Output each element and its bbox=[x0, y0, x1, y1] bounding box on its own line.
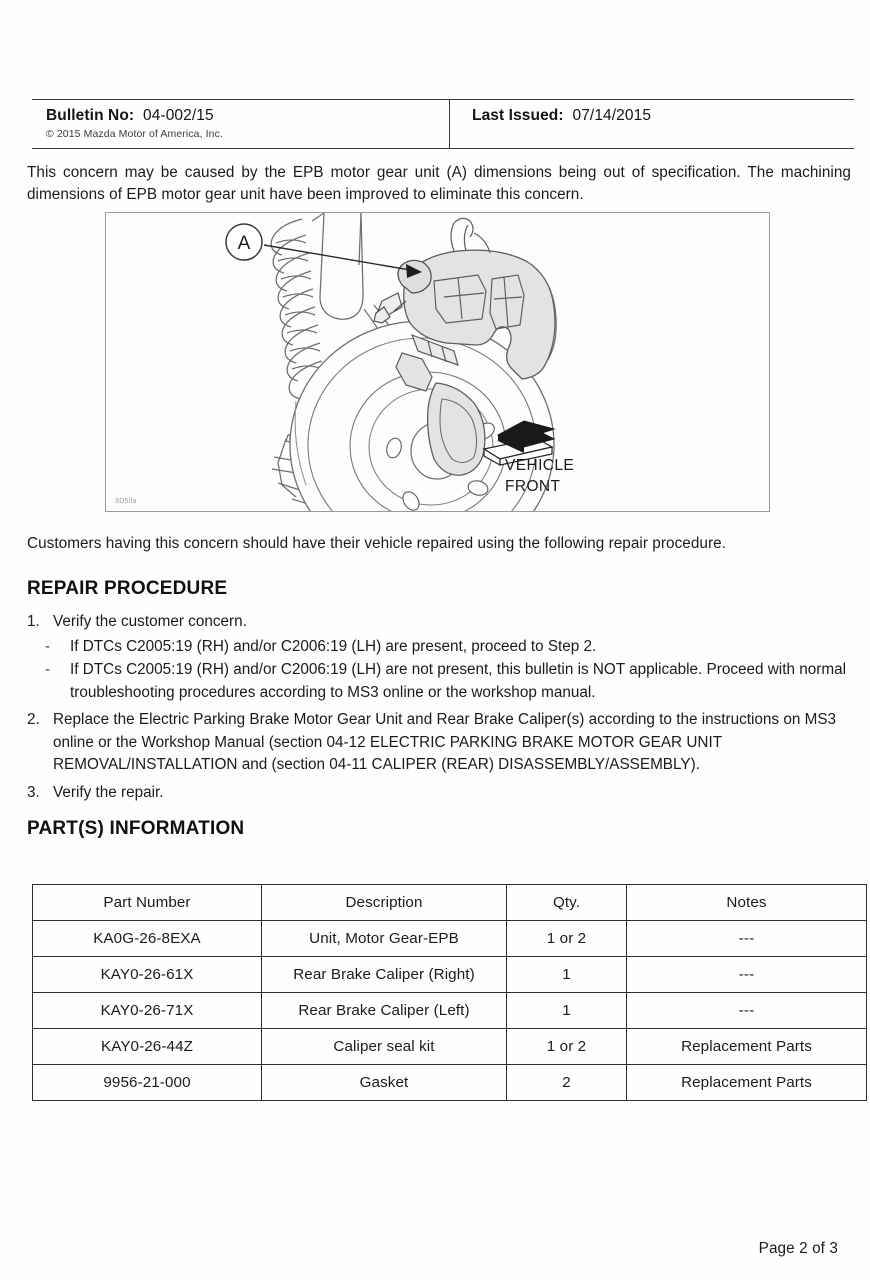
callout-circle-a bbox=[226, 224, 262, 260]
figure-rear-brake-assembly bbox=[105, 212, 770, 512]
cell-qty: 1 bbox=[507, 993, 627, 1029]
substep-dash-icon: - bbox=[45, 661, 51, 678]
step-text: Verify the repair. bbox=[53, 783, 164, 801]
cell-qty: 2 bbox=[507, 1065, 627, 1101]
figure-artwork bbox=[106, 213, 769, 511]
repair-procedure-steps bbox=[27, 611, 851, 806]
last-issued-line bbox=[472, 107, 854, 125]
cell-notes: --- bbox=[627, 957, 867, 993]
bulletin-header-right bbox=[450, 100, 854, 148]
bulletin-number-value: 04-002/15 bbox=[143, 107, 214, 124]
table-row bbox=[33, 957, 867, 993]
cell-notes: Replacement Parts bbox=[627, 1065, 867, 1101]
substep-item bbox=[27, 636, 851, 659]
substep-text: If DTCs C2005:19 (RH) and/or C2006:19 (LH) are not present, this bulletin is NOT applicable. Proceed with normal troubleshooting procedures according to MS3 online or the workshop manual. bbox=[70, 661, 846, 701]
bleeder-nipple-icon bbox=[374, 293, 406, 323]
cell-part-number: KA0G-26-8EXA bbox=[33, 921, 262, 957]
vehicle-front-line2: FRONT bbox=[505, 478, 561, 495]
column-header-notes: Notes bbox=[627, 885, 867, 921]
table-row bbox=[33, 1065, 867, 1101]
vehicle-front-label bbox=[505, 455, 574, 497]
cell-description: Unit, Motor Gear-EPB bbox=[262, 921, 507, 957]
cell-description: Rear Brake Caliper (Right) bbox=[262, 957, 507, 993]
cell-notes: Replacement Parts bbox=[627, 1029, 867, 1065]
intro-paragraph: This concern may be caused by the EPB motor gear unit (A) dimensions being out of specification. The machining dimensions of EPB motor gear unit have been improved to eliminate this concern. bbox=[27, 164, 851, 203]
cell-notes: --- bbox=[627, 993, 867, 1029]
step-item bbox=[27, 611, 851, 634]
copyright-notice: © 2015 Mazda Motor of America, Inc. bbox=[46, 128, 223, 140]
step-text: Verify the customer concern. bbox=[53, 613, 247, 630]
step-number: 1. bbox=[27, 613, 40, 630]
last-issued-label: Last Issued: bbox=[472, 107, 564, 124]
epb-connector-icon bbox=[451, 218, 490, 253]
cell-qty: 1 bbox=[507, 957, 627, 993]
table-header-row bbox=[33, 885, 867, 921]
step-item bbox=[27, 782, 851, 805]
step-item bbox=[27, 709, 851, 777]
substep-text: If DTCs C2005:19 (RH) and/or C2006:19 (LH) are present, proceed to Step 2. bbox=[70, 637, 597, 655]
cell-qty: 1 or 2 bbox=[507, 921, 627, 957]
callout-letter: A bbox=[237, 233, 251, 254]
cell-description: Caliper seal kit bbox=[262, 1029, 507, 1065]
bulletin-header bbox=[32, 99, 854, 149]
table-row bbox=[33, 1029, 867, 1065]
column-header-part-number: Part Number bbox=[33, 885, 262, 921]
step-number: 3. bbox=[27, 783, 40, 801]
bulletin-number-label: Bulletin No: bbox=[46, 107, 135, 124]
bulletin-header-left bbox=[32, 100, 450, 148]
cell-part-number: 9956-21-000 bbox=[33, 1065, 262, 1101]
cell-description: Gasket bbox=[262, 1065, 507, 1101]
table-row bbox=[33, 993, 867, 1029]
repair-procedure-heading: REPAIR PROCEDURE bbox=[27, 578, 228, 599]
cell-part-number: KAY0-26-71X bbox=[33, 993, 262, 1029]
bulletin-number-line bbox=[46, 107, 449, 125]
customers-note-paragraph: Customers having this concern should have their vehicle repaired using the following repair procedure. bbox=[27, 535, 726, 552]
step-number: 2. bbox=[27, 711, 40, 728]
parts-information-table bbox=[32, 884, 867, 1101]
cell-part-number: KAY0-26-61X bbox=[33, 957, 262, 993]
column-header-qty: Qty. bbox=[507, 885, 627, 921]
column-header-description: Description bbox=[262, 885, 507, 921]
figure-id-code: 3D5lla bbox=[115, 498, 137, 505]
page-number-footer: Page 2 of 3 bbox=[758, 1240, 838, 1257]
cell-qty: 1 or 2 bbox=[507, 1029, 627, 1065]
table-row bbox=[33, 921, 867, 957]
substep-list bbox=[27, 636, 851, 705]
cell-part-number: KAY0-26-44Z bbox=[33, 1029, 262, 1065]
step-text: Replace the Electric Parking Brake Motor Gear Unit and Rear Brake Caliper(s) according to the instructions on MS3 online or the Workshop Manual (section 04-12 ELECTRIC PARKING BRAKE MOTOR GEAR UNIT REMOVAL/INSTALLATION and (section 04-11 CALIPER (REAR) DISASSEMBLY/ASSEMBLY). bbox=[53, 711, 837, 773]
substep-dash-icon: - bbox=[45, 637, 51, 655]
cell-description: Rear Brake Caliper (Left) bbox=[262, 993, 507, 1029]
cell-notes: --- bbox=[627, 921, 867, 957]
last-issued-value: 07/14/2015 bbox=[572, 107, 652, 124]
substep-item bbox=[27, 659, 851, 704]
vehicle-front-line1: VEHICLE bbox=[505, 457, 575, 474]
parts-information-heading: PART(S) INFORMATION bbox=[27, 818, 245, 839]
